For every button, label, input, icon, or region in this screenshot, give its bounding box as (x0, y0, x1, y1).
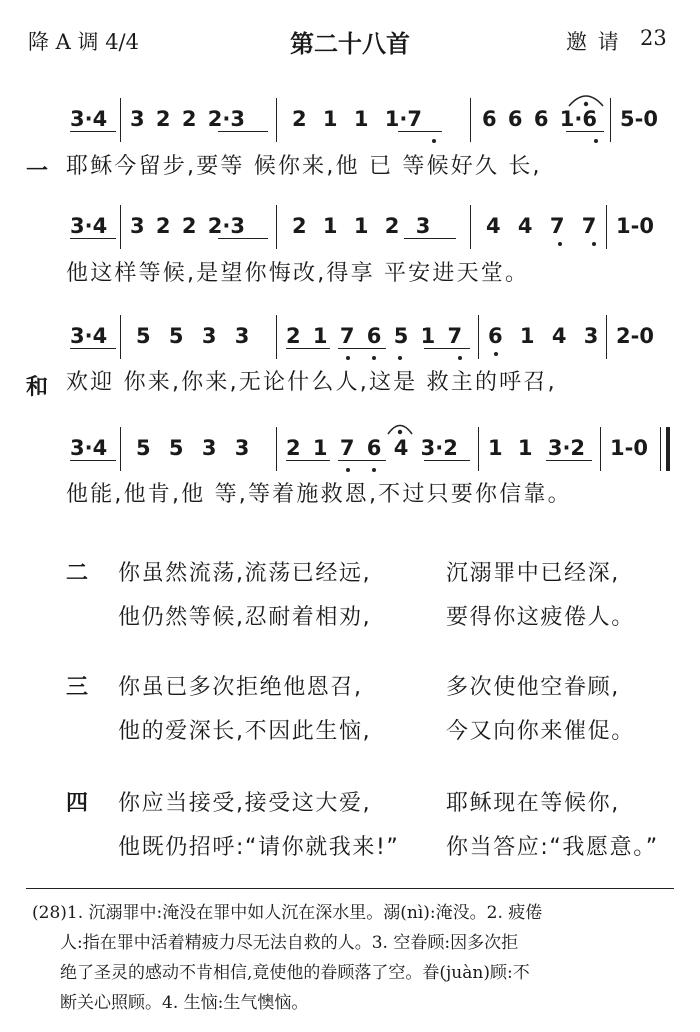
lyric-line-3: 欢迎 你来,你来,无论什么人,这是 救主的呼召, (66, 370, 557, 395)
low-dot (458, 356, 462, 360)
bar-line (276, 427, 277, 471)
page-number: 23 (640, 26, 667, 50)
bar-line (478, 427, 479, 471)
footnote-line: 人:指在罪中活着精疲力尽无法自救的人。3. 空眷顾:因多次拒 (60, 933, 519, 953)
verse-line: 你虽已多次拒绝他恩召, (118, 675, 363, 700)
low-dot (432, 139, 436, 143)
pickup-notes: 3·4 (70, 214, 108, 238)
page-title: 第二十八首 (290, 30, 410, 58)
low-dot (372, 356, 376, 360)
bar-line (276, 315, 277, 359)
measure-notes: 1-0 (616, 214, 654, 238)
bar-line (120, 315, 121, 359)
beam (338, 348, 386, 349)
beam (218, 238, 268, 239)
low-dot (346, 468, 350, 472)
measure-notes: 2 1 7 6 5 1 7 (286, 324, 463, 348)
beam (338, 460, 386, 461)
bar-line (276, 205, 277, 249)
final-bar-line-thick (666, 427, 670, 471)
verse-line: 他仍然等候,忍耐着相劝, (118, 605, 372, 630)
verse-line: 你当答应:“我愿意。” (446, 835, 659, 860)
verse-line: 他既仍招呼:“请你就我来!” (118, 835, 400, 860)
beam (424, 460, 470, 461)
measure-notes: 2 1 1 2 3 (292, 214, 431, 238)
verse-number: 三 (66, 675, 89, 700)
verse-line: 他的爱深长,不因此生恼, (118, 719, 372, 744)
theme-label: 邀 请 (566, 30, 621, 54)
beam (546, 460, 592, 461)
verse-line: 你应当接受,接受这大爱, (118, 791, 372, 816)
beam (70, 460, 116, 461)
key-signature: 降 A 调 4/4 (28, 30, 139, 54)
bar-line (606, 205, 607, 249)
bar-line (478, 315, 479, 359)
lyric-line-4: 他能,他肯,他 等,等着施救恩,不过只要你信靠。 (66, 482, 572, 507)
bar-line (120, 98, 121, 142)
low-dot (494, 352, 498, 356)
low-dot (594, 139, 598, 143)
measure-notes: 5 5 3 3 (136, 436, 250, 460)
low-dot (346, 356, 350, 360)
verse-number: 四 (66, 791, 89, 816)
low-dot (592, 242, 596, 246)
beam (398, 131, 442, 132)
low-dot (558, 242, 562, 246)
bar-line (470, 205, 471, 249)
beam (218, 131, 268, 132)
verse-line: 沉溺罪中已经深, (446, 561, 620, 586)
beam (70, 348, 116, 349)
beam (404, 238, 456, 239)
beam (424, 348, 470, 349)
footnote-line: (28)1. 沉溺罪中:淹没在罪中如人沉在深水里。溺(nì):淹没。2. 疲倦 (32, 903, 543, 923)
lyric-line-1: 耶稣今留步,要等 候你来,他 已 等候好久 长, (66, 154, 542, 179)
low-dot (372, 468, 376, 472)
beam (286, 460, 330, 461)
beam (70, 131, 116, 132)
measure-notes: 6 1 4 3 (488, 324, 599, 348)
measure-notes: 3 2 2 2·3 (130, 214, 245, 238)
footnote-line: 绝了圣灵的感动不肯相信,竟使他的眷顾落了空。眷(juàn)顾:不 (60, 963, 530, 983)
measure-notes: 3 2 2 2·3 (130, 107, 245, 131)
measure-notes: 5-0 (620, 107, 658, 131)
bar-line (276, 98, 277, 142)
bar-line (470, 98, 471, 142)
measure-notes: 2 1 1 1·7 (292, 107, 422, 131)
fermata-icon (566, 90, 606, 108)
fermata-icon (386, 420, 414, 436)
footnote-divider (26, 888, 674, 889)
bar-line (120, 427, 121, 471)
verse-line: 今又向你来催促。 (446, 719, 635, 744)
low-dot (398, 356, 402, 360)
measure-notes: 2-0 (616, 324, 654, 348)
bar-line (120, 205, 121, 249)
measure-notes: 2 1 7 6 4 3·2 (286, 436, 458, 460)
measure-notes: 1 1 3·2 (488, 436, 586, 460)
verse-line: 耶稣现在等候你, (446, 791, 620, 816)
verse-line: 多次使他空眷顾, (446, 675, 620, 700)
bar-line (600, 427, 601, 471)
measure-notes: 5 5 3 3 (136, 324, 250, 348)
verse-line: 你虽然流荡,流荡已经远, (118, 561, 372, 586)
verse-marker: 一 (26, 159, 49, 184)
refrain-marker: 和 (26, 375, 49, 400)
bar-line (606, 315, 607, 359)
verse-line: 要得你这疲倦人。 (446, 605, 635, 630)
measure-notes: 6 6 6 1·6 (482, 107, 597, 131)
verse-number: 二 (66, 561, 89, 586)
beam (286, 348, 330, 349)
footnote (32, 898, 676, 1018)
bar-line (610, 98, 611, 142)
beam (566, 131, 604, 132)
pickup-notes: 3·4 (70, 324, 108, 348)
lyric-line-2: 他这样等候,是望你悔改,得享 平安进天堂。 (66, 261, 530, 286)
beam (70, 238, 116, 239)
pickup-notes: 3·4 (70, 107, 108, 131)
footnote-line: 断关心照顾。4. 生恼:生气懊恼。 (60, 993, 309, 1013)
final-bar-line (660, 427, 661, 471)
pickup-notes: 3·4 (70, 436, 108, 460)
measure-notes: 4 4 7 7 (486, 214, 597, 238)
measure-notes: 1-0 (610, 436, 648, 460)
